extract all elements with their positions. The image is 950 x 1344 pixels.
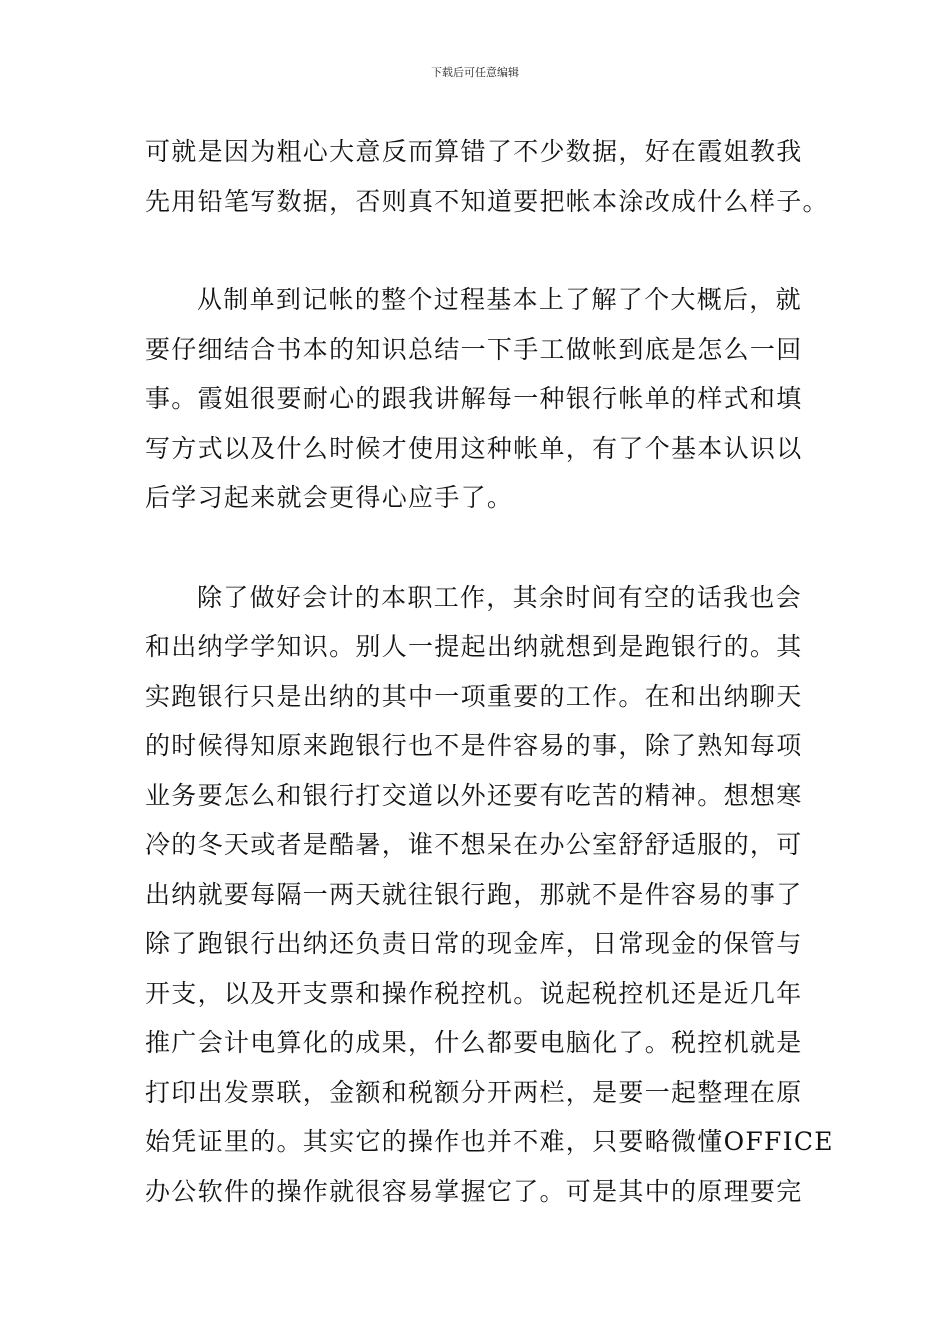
- text-line: 除了跑银行出纳还负责日常的现金库，日常现金的保管与: [145, 929, 803, 958]
- text-line: 业务要怎么和银行打交道以外还要有吃苦的精神。想想寒: [145, 781, 803, 810]
- text-line: 始凭证里的。其实它的操作也并不难，只要略微懂OFFICE: [145, 1127, 834, 1156]
- text-line: 事。霞姐很要耐心的跟我讲解每一种银行帐单的样式和填: [145, 384, 803, 413]
- text-line: 办公软件的操作就很容易掌握它了。可是其中的原理要完: [145, 1177, 803, 1206]
- text-line-indented: 除了做好会计的本职工作，其余时间有空的话我也会: [197, 583, 802, 612]
- text-line: 和出纳学学知识。别人一提起出纳就想到是跑银行的。其: [145, 632, 803, 661]
- text-line: 推广会计电算化的成果，什么都要电脑化了。税控机就是: [145, 1028, 803, 1057]
- text-line: 要仔细结合书本的知识总结一下手工做帐到底是怎么一回: [145, 335, 803, 364]
- text-line: 出纳就要每隔一两天就往银行跑，那就不是件容易的事了: [145, 880, 803, 909]
- text-line: 打印出发票联，金额和税额分开两栏，是要一起整理在原: [145, 1078, 803, 1107]
- page-header: 下载后可任意编辑: [431, 66, 519, 79]
- text-line: 后学习起来就会更得心应手了。: [145, 483, 514, 512]
- text-line: 冷的冬天或者是酷暑，谁不想呆在办公室舒舒适服的，可: [145, 830, 803, 859]
- text-line: 写方式以及什么时候才使用这种帐单，有了个基本认识以: [145, 434, 803, 463]
- text-line: 实跑银行只是出纳的其中一项重要的工作。在和出纳聊天: [145, 682, 803, 711]
- text-line: 先用铅笔写数据，否则真不知道要把帐本涂改成什么样子。: [145, 187, 829, 216]
- text-line: 开支，以及开支票和操作税控机。说起税控机还是近几年: [145, 979, 803, 1008]
- text-line: 可就是因为粗心大意反而算错了不少数据，好在霞姐教我: [145, 137, 803, 166]
- text-line-indented: 从制单到记帐的整个过程基本上了解了个大概后，就: [197, 285, 802, 314]
- text-line: 的时候得知原来跑银行也不是件容易的事，除了熟知每项: [145, 731, 803, 760]
